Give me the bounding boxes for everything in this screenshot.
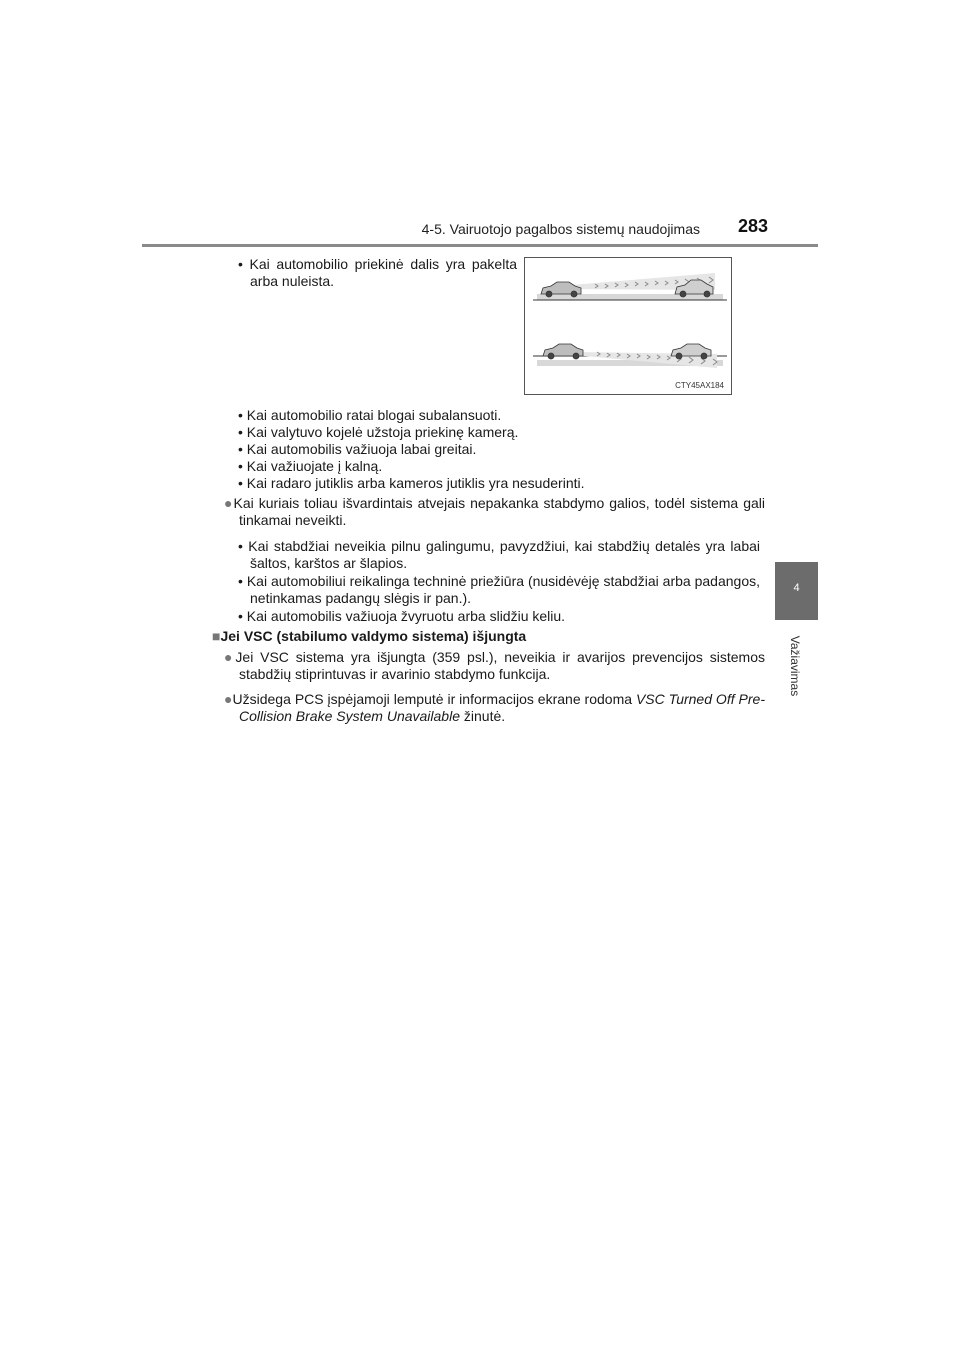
bullet-uphill: • Kai važiuojate į kalną. xyxy=(238,458,383,474)
page-number: 283 xyxy=(738,216,769,236)
bullet-text: Kai automobilio ratai blogai subalansuoti. xyxy=(246,407,502,423)
bullet-text: Kai automobilis važiuoja žvyruotu arba slidžiu keliu. xyxy=(246,608,566,624)
bullet-text: Kai automobiliui reikalinga techninė priežiūra (nusidėvėję stabdžiai arba padangos, netinkamas padangų slėgis ir pan.). xyxy=(246,573,760,606)
point-braking-insufficient xyxy=(224,495,765,529)
road-upper xyxy=(537,294,723,300)
bullet-front-lifted: • Kai automobilio priekinė dalis yra pakelta arba nuleista. xyxy=(238,256,517,289)
bullet-text: Kai automobilio priekinė dalis yra pakelta arba nuleista. xyxy=(249,256,517,289)
bullet-text: Kai važiuojate į kalną. xyxy=(246,458,383,474)
figure-code: CTY45AX184 xyxy=(675,381,724,390)
bullet-maintenance: • Kai automobiliui reikalinga techninė priežiūra (nusidėvėję stabdžiai arba padangos, netinkamas padangų slėgis ir pan.). xyxy=(238,573,760,606)
header-rule xyxy=(142,244,818,247)
bullet-text: Kai radaro jutiklis arba kameros jutiklis yra nesuderinti. xyxy=(246,475,585,491)
bullet-brakes-cold-hot-wet: • Kai stabdžiai neveikia pilnu galingumu, pavyzdžiui, kai stabdžių detalės yra labai šaltos, karštos ar šlapios. xyxy=(238,538,760,571)
dot-bullet-icon: ● xyxy=(224,495,234,511)
bullet-text: Kai valytuvo kojelė užstoja priekinę kamerą. xyxy=(246,424,519,440)
bullet-gravel-road: • Kai automobilis važiuoja žvyruotu arba slidžiu keliu. xyxy=(238,608,566,624)
section-title: 4-5. Vairuotojo pagalbos sistemų naudojimas xyxy=(421,221,700,237)
radar-illustration xyxy=(524,257,732,395)
bullet-high-speed: • Kai automobilis važiuoja labai greitai. xyxy=(238,441,477,457)
point-vsc-off xyxy=(224,649,765,683)
bullet-text: Kai automobilis važiuoja labai greitai. xyxy=(246,441,477,457)
chapter-label: Važiavimas xyxy=(788,635,802,697)
point-text: Jei VSC sistema yra išjungta (359 psl.), neveikia ir avarijos prevencijos sistemos stabdžių stiprintuvas ir avarinio stabdymo funkcija. xyxy=(235,649,765,682)
bullet-wheels: • Kai automobilio ratai blogai subalansuoti. xyxy=(238,407,502,423)
square-bullet-icon: ■ xyxy=(212,628,221,644)
bullet-wiper: • Kai valytuvo kojelė užstoja priekinę kamerą. xyxy=(238,424,519,440)
heading-text: Jei VSC (stabilumo valdymo sistema) išjungta xyxy=(220,628,527,644)
point-text-end: žinutė. xyxy=(460,708,506,724)
radar-illustration-svg xyxy=(525,258,731,394)
point-text: Užsidega PCS įspėjamoji lemputė ir informacijos ekrane rodoma xyxy=(232,691,636,707)
section-heading xyxy=(212,628,526,644)
point-text: Kai kuriais toliau išvardintais atvejais nepakanka stabdymo galios, todėl sistema gali tinkamai neveikti. xyxy=(233,495,765,528)
own-car-lower xyxy=(543,344,583,359)
message-text: VSC Turned Off Pre-Collision Brake System Unavailable xyxy=(239,691,765,724)
chapter-tab: 4 xyxy=(775,562,818,620)
dot-bullet-icon: ● xyxy=(224,691,233,707)
bullet-sensor-misaligned: • Kai radaro jutiklis arba kameros jutiklis yra nesuderinti. xyxy=(238,475,585,491)
point-pcs-warning xyxy=(224,691,765,725)
dot-bullet-icon: ● xyxy=(224,649,236,665)
bullet-text: Kai stabdžiai neveikia pilnu galingumu, pavyzdžiui, kai stabdžių detalės yra labai šaltos, karštos ar šlapios. xyxy=(248,538,760,571)
